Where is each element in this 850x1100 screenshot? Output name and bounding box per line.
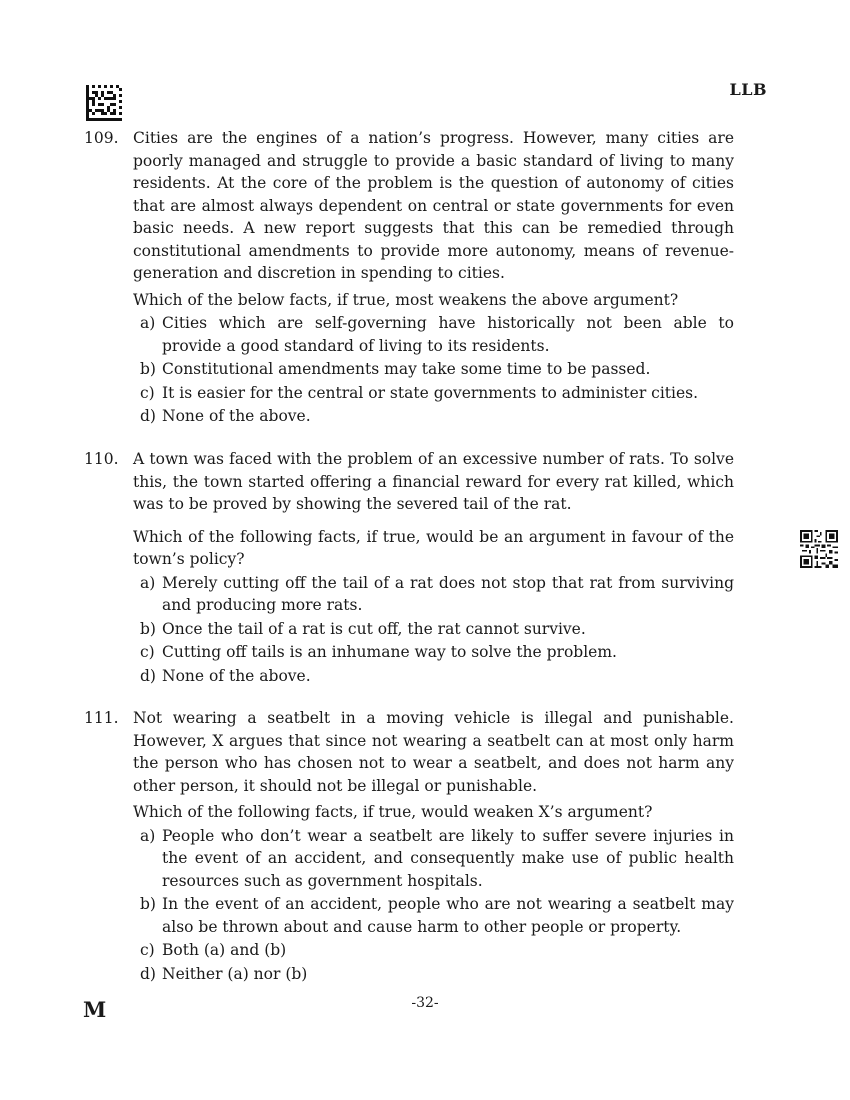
page-number: -32- <box>411 995 439 1011</box>
option-text: Neither (a) nor (b) <box>162 964 308 983</box>
option-list <box>133 572 734 688</box>
option-label: a) <box>140 314 156 332</box>
option-b <box>133 618 734 641</box>
option-a <box>133 312 734 357</box>
question-110 <box>84 448 734 688</box>
option-text: None of the above. <box>162 407 311 425</box>
option-text: None of the above. <box>162 666 311 685</box>
option-label: d) <box>140 407 156 425</box>
option-c <box>133 382 734 405</box>
option-c <box>133 641 734 664</box>
datamatrix-code-icon <box>86 85 122 121</box>
option-text: Once the tail of a rat is cut off, the rat cannot survive. <box>162 619 586 638</box>
question-number: 111. <box>84 709 119 727</box>
paper-code: LLB <box>729 80 767 99</box>
option-label: b) <box>140 360 156 378</box>
option-text: Both (a) and (b) <box>162 941 287 959</box>
option-label: c) <box>140 643 155 661</box>
option-text: People who don’t wear a seatbelt are likely to suffer severe injuries in the event of an accident, and consequently make use of public health resources such as government hospitals. <box>162 826 734 890</box>
question-prompt: Which of the following facts, if true, would be an argument in favour of the town’s policy? <box>133 527 734 568</box>
option-label: d) <box>140 964 156 983</box>
option-text: Cities which are self-governing have historically not been able to provide a good standard of living to its residents. <box>162 314 734 355</box>
question-stem: A town was faced with the problem of an excessive number of rats. To solve this, the town started offering a financial reward for every rat killed, which was to be proved by showing the severed tail of the rat. <box>133 450 734 513</box>
option-label: a) <box>140 826 156 845</box>
option-label: b) <box>140 619 156 638</box>
option-text: Cutting off tails is an inhumane way to solve the problem. <box>162 643 617 661</box>
question-111 <box>84 707 734 986</box>
option-list <box>133 312 734 428</box>
option-label: c) <box>140 941 155 959</box>
option-d <box>133 405 734 428</box>
question-stem: Cities are the engines of a nation’s progress. However, many cities are poorly managed and struggle to provide a basic standard of living to many residents. At the core of the problem is the question of autonomy of cities that are almost always dependent on central or state governments for even basic needs. A new report suggests that this can be remedied through constitutional amendments to provide more autonomy, means of revenue-generation and discretion in spending to cities. <box>133 129 734 282</box>
option-text: In the event of an accident, people who are not wearing a seatbelt may also be thrown about and cause harm to other people or property. <box>162 895 734 936</box>
question-stem: Not wearing a seatbelt in a moving vehicle is illegal and punishable. However, X argues that since not wearing a seatbelt can at most only harm the person who has chosen not to wear a seatbelt, and does not harm any other person, it should not be illegal or punishable. <box>133 709 734 795</box>
option-list <box>133 825 734 986</box>
set-code: M <box>83 997 107 1022</box>
option-d <box>133 963 734 986</box>
question-prompt: Which of the following facts, if true, would weaken X’s argument? <box>133 803 653 821</box>
question-number: 110. <box>84 450 119 468</box>
qr-code-icon <box>800 530 838 568</box>
option-a <box>133 825 734 893</box>
option-label: c) <box>140 383 155 402</box>
option-a <box>133 572 734 617</box>
option-b <box>133 893 734 938</box>
question-prompt: Which of the below facts, if true, most weakens the above argument? <box>133 290 679 309</box>
option-b <box>133 358 734 381</box>
option-text: It is easier for the central or state governments to administer cities. <box>162 383 699 402</box>
option-d <box>133 665 734 688</box>
option-c <box>133 939 734 962</box>
option-label: a) <box>140 573 156 592</box>
option-label: d) <box>140 666 156 685</box>
option-text: Merely cutting off the tail of a rat does not stop that rat from surviving and producing more rats. <box>162 573 734 614</box>
option-label: b) <box>140 895 156 913</box>
question-109 <box>84 127 734 429</box>
question-number: 109. <box>84 129 119 147</box>
option-text: Constitutional amendments may take some time to be passed. <box>162 360 651 378</box>
